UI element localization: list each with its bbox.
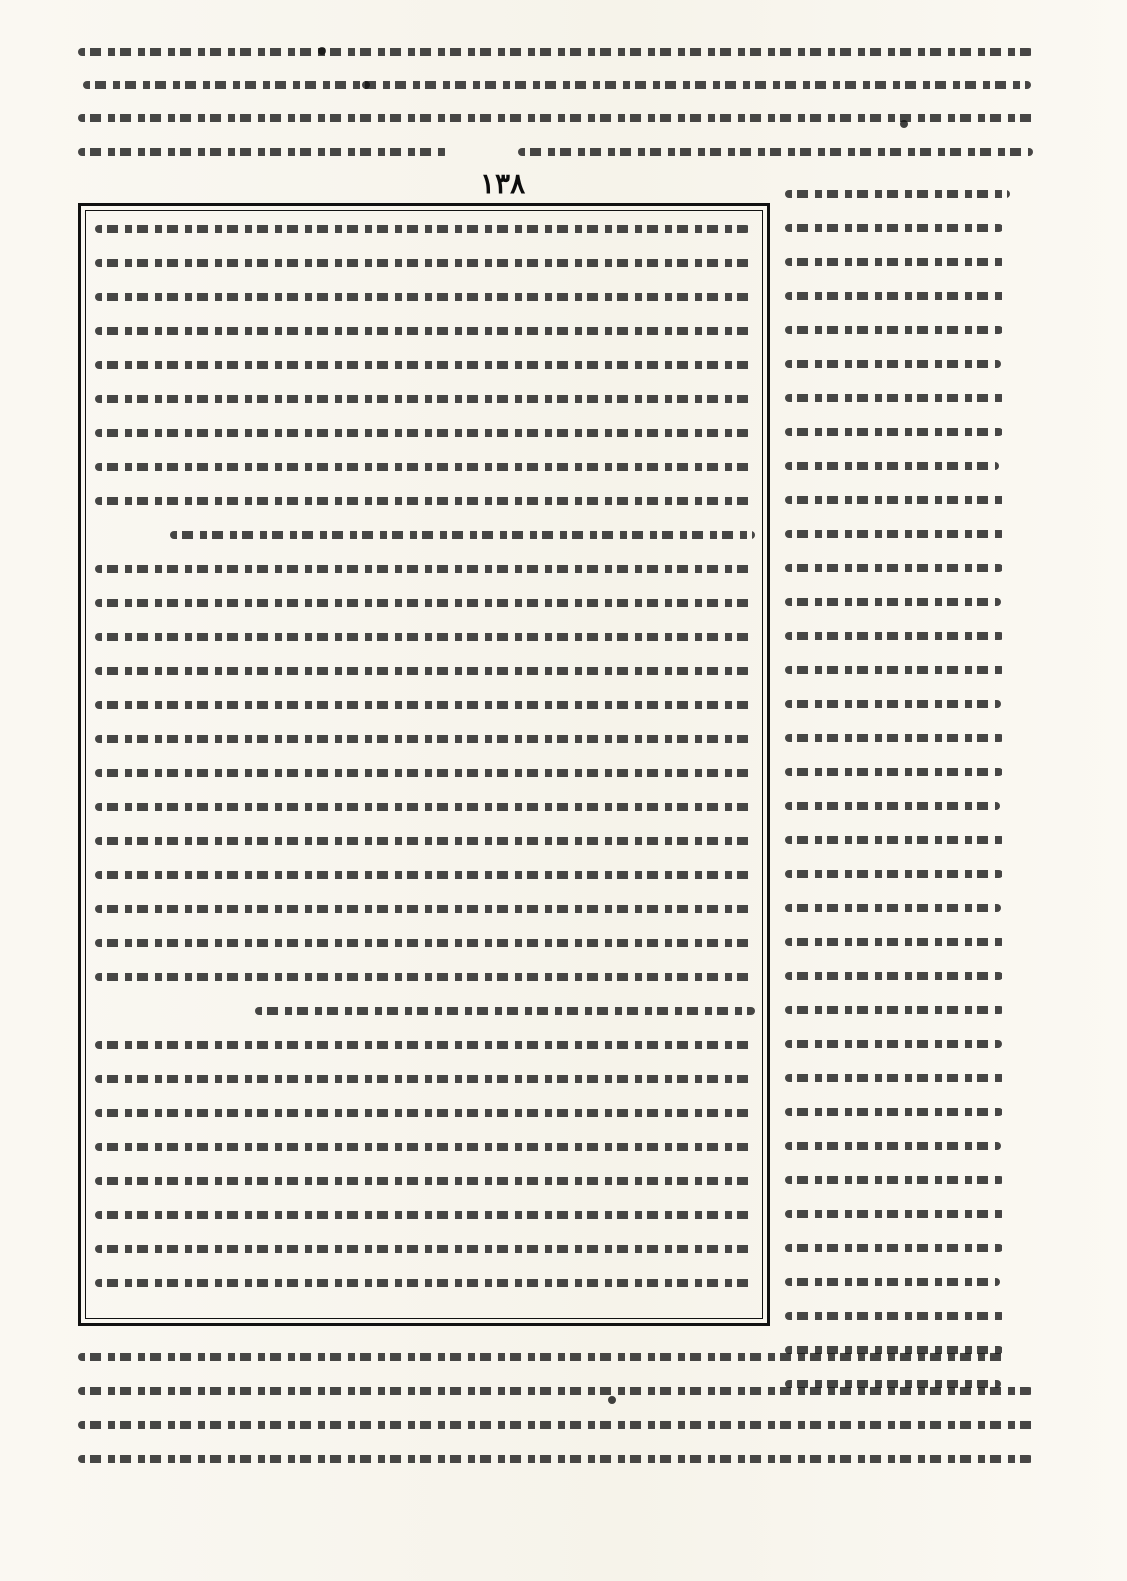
main-line: [95, 1143, 755, 1151]
page-number: ١٣٨: [480, 167, 526, 200]
main-line: [95, 735, 755, 743]
margin-text-lines: [785, 190, 1055, 1420]
margin-line: [785, 530, 1005, 538]
margin-line: [785, 598, 1001, 606]
main-line: [95, 293, 753, 301]
margin-line: [785, 1006, 1004, 1014]
main-line: [95, 1109, 755, 1117]
header-line: [78, 114, 1036, 122]
main-line: [95, 837, 755, 845]
header-text-lines: [78, 40, 1038, 190]
main-line: [95, 1279, 755, 1287]
margin-line: [785, 394, 1005, 402]
footer-line: [78, 1455, 1033, 1463]
main-line: [95, 259, 755, 267]
margin-line: [785, 734, 1004, 742]
main-line: [95, 395, 755, 403]
margin-line: [785, 836, 1005, 844]
margin-line: [785, 292, 1007, 300]
margin-line: [785, 666, 1005, 674]
margin-line: [785, 428, 1003, 436]
margin-line: [785, 1312, 1005, 1320]
main-line: [95, 1211, 755, 1219]
margin-line: [785, 700, 1001, 708]
main-line: [95, 633, 755, 641]
margin-line: [785, 1278, 1000, 1286]
main-line: [95, 1245, 755, 1253]
main-line: [95, 939, 755, 947]
margin-line: [785, 802, 1000, 810]
header-line: [78, 48, 1033, 56]
line-ornament-dot: [318, 47, 326, 55]
main-line: [95, 429, 751, 437]
main-line: [95, 599, 755, 607]
margin-line: [785, 938, 1005, 946]
margin-line: [785, 1040, 1002, 1048]
footer-line: [78, 1421, 1036, 1429]
main-line: [95, 1041, 755, 1049]
main-line: [95, 803, 755, 811]
header-line: [83, 81, 1031, 89]
margin-line: [785, 360, 1001, 368]
main-line: [95, 769, 755, 777]
main-line: [95, 701, 755, 709]
main-line: [95, 1075, 755, 1083]
margin-line: [785, 1210, 1005, 1218]
margin-line: [785, 768, 1003, 776]
main-line: [255, 1007, 755, 1015]
main-line: [95, 973, 755, 981]
margin-line: [785, 190, 1010, 198]
main-line: [95, 463, 755, 471]
header-line: [78, 148, 448, 156]
line-ornament-dot: [362, 81, 370, 89]
main-line: [95, 905, 755, 913]
main-text-lines: [95, 225, 755, 1305]
main-line: [95, 871, 755, 879]
main-line: [95, 667, 751, 675]
main-line: [95, 497, 755, 505]
main-line: [95, 327, 755, 335]
margin-line: [785, 564, 1003, 572]
margin-line: [785, 1142, 1001, 1150]
margin-line: [785, 870, 1003, 878]
margin-line: [785, 1108, 1003, 1116]
footer-line: [78, 1353, 1008, 1361]
footer-text-lines: [78, 1345, 1043, 1465]
main-line: [170, 531, 755, 539]
margin-line: [785, 496, 1007, 504]
margin-line: [785, 1244, 1003, 1252]
margin-line: [785, 1074, 1005, 1082]
main-line: [95, 1177, 755, 1185]
main-line: [95, 225, 750, 233]
margin-line: [785, 972, 1003, 980]
line-ornament-dot: [608, 1396, 616, 1404]
main-line: [95, 361, 752, 369]
margin-line: [785, 632, 1004, 640]
margin-line: [785, 258, 1005, 266]
main-line: [95, 565, 755, 573]
footer-line: [78, 1387, 1033, 1395]
margin-line: [785, 904, 1001, 912]
line-ornament-dot: [900, 120, 908, 128]
margin-line: [785, 462, 999, 470]
margin-line: [785, 326, 1003, 334]
header-line: [518, 148, 1033, 156]
margin-line: [785, 1176, 1004, 1184]
margin-line: [785, 224, 1003, 232]
